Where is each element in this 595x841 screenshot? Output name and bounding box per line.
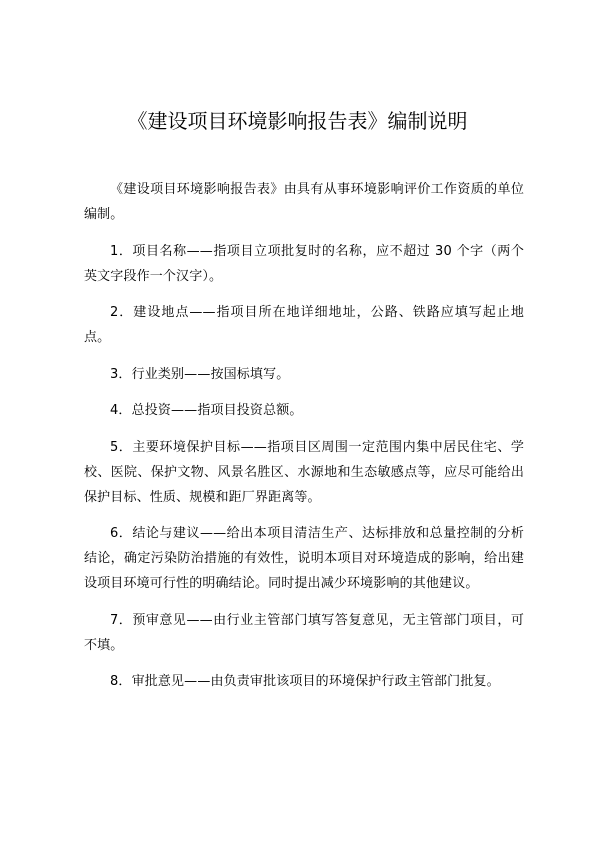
item-conclusions: 6．结论与建议——给出本项目清洁生产、达标排放和总量控制的分析结论，确定污染防治措施的有效性，说明本项目对环境造成的影响，给出建设项目环境可行性的明确结论。同时提出减少环境影响的其他建议。 [84, 526, 524, 591]
document-title: 《建设项目环境影响报告表》编制说明 [127, 109, 468, 133]
item-protection-targets: 5．主要环境保护目标——指项目区周围一定范围内集中居民住宅、学校、医院、保护文物、风景名胜区、水源地和生态敏感点等，应尽可能给出保护目标、性质、规模和距厂界距离等。 [84, 439, 524, 505]
item-project-name: 1．项目名称——指项目立项批复时的名称，应不超过 30 个字（两个英文字段作一个汉字）。 [84, 243, 524, 284]
item-preliminary-review: 7．预审意见——由行业主管部门填写答复意见，无主管部门项目，可不填。 [84, 612, 524, 653]
intro-paragraph: 《建设项目环境影响报告表》由具有从事环境影响评价工作资质的单位编制。 [84, 182, 524, 222]
document-body [84, 177, 524, 706]
item-approval-opinion: 8．审批意见——由负责审批该项目的环境保护行政主管部门批复。 [110, 674, 500, 689]
item-total-investment: 4．总投资——指项目投资总额。 [110, 403, 303, 418]
item-industry-category: 3．行业类别——按国标填写。 [110, 366, 290, 382]
item-construction-site: 2．建设地点——指项目所在地详细地址，公路、铁路应填写起止地点。 [84, 305, 524, 345]
